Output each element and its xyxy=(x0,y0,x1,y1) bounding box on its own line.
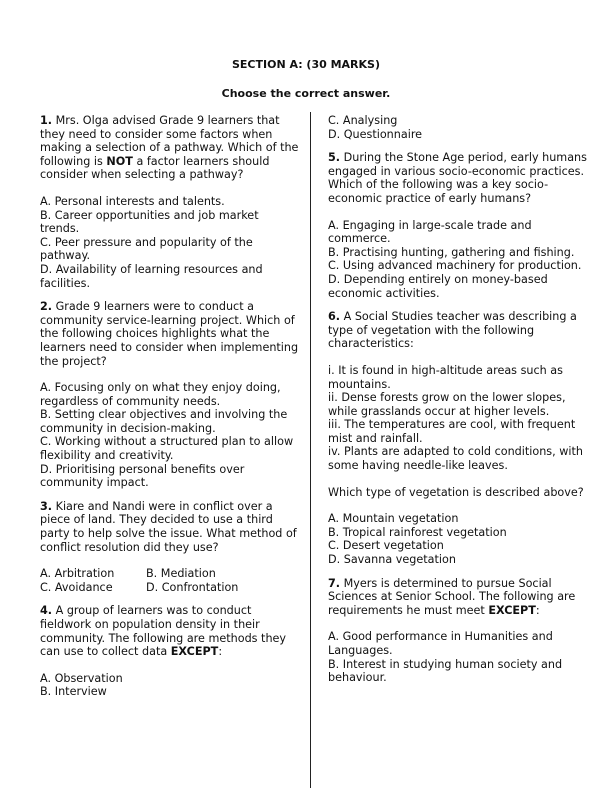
option-a: A. Observation xyxy=(40,671,123,685)
question-3 xyxy=(40,500,300,595)
option-b: B. Mediation xyxy=(146,567,216,581)
characteristic-i: i. It is found in high-altitude areas such as mountains. xyxy=(328,363,563,391)
question-5-stem xyxy=(328,151,590,205)
stem-text: During the Stone Age period, early humans engaged in various socio-economic practices. Which of the following was a key socio-economic practice of early humans? xyxy=(328,151,587,205)
option-b: B. Tropical rainforest vegetation xyxy=(328,525,507,539)
question-1 xyxy=(40,114,300,290)
option-c: C. Analysing xyxy=(328,114,398,127)
option-d: D. Availability of learning resources and facilities. xyxy=(40,262,263,290)
instruction-heading: Choose the correct answer. xyxy=(221,87,391,100)
characteristic-iii: iii. The temperatures are cool, with frequent mist and rainfall. xyxy=(328,418,576,445)
question-1-stem xyxy=(40,114,300,182)
option-a: A. Mountain vegetation xyxy=(328,512,459,526)
characteristic-iv: iv. Plants are adapted to cold conditions, with some having needle-like leaves. xyxy=(328,445,583,473)
option-b: B. Interview xyxy=(40,685,107,699)
option-a: A. Personal interests and talents. xyxy=(40,194,225,208)
question-7 xyxy=(328,577,590,685)
option-d: D. Depending entirely on money-based economic activities. xyxy=(328,272,548,300)
option-a: A. Engaging in large-scale trade and commerce. xyxy=(328,218,532,246)
stem-text: : xyxy=(218,645,223,659)
option-b: B. Setting clear objectives and involving the community in decision-making. xyxy=(40,408,288,435)
left-column xyxy=(40,114,300,709)
option-a: A. Good performance in Humanities and Languages. xyxy=(328,630,553,657)
question-number: 1. xyxy=(40,114,53,127)
stem-text: Kiare and Nandi were in conflict over a piece of land. They decided to use a third party to help solve the issue. What method of conflict resolution did they use? xyxy=(40,499,297,554)
question-6 xyxy=(328,310,590,567)
option-b: B. Career opportunities and job market trends. xyxy=(40,208,259,236)
question-number: 3. xyxy=(40,499,53,513)
question-2-stem xyxy=(40,300,300,368)
option-a: A. Arbitration xyxy=(40,567,115,581)
question-4-continued xyxy=(328,114,590,141)
option-d: D. Questionnaire xyxy=(328,127,423,141)
characteristic-ii: ii. Dense forests grow on the lower slopes, while grasslands occur at higher levels. xyxy=(328,391,566,418)
stem-text: A group of learners was to conduct fieldwork on population density in their community. The following are methods they can use to collect data xyxy=(40,604,287,659)
question-2 xyxy=(40,300,300,490)
stem-emphasis: EXCEPT xyxy=(488,603,536,617)
question-number: 6. xyxy=(328,310,341,324)
stem-text: A Social Studies teacher was describing a type of vegetation with the following characteristics: xyxy=(328,310,577,351)
stem-text: a factor learners should consider when selecting a pathway? xyxy=(40,154,270,182)
option-c: C. Working without a structured plan to allow flexibility and creativity. xyxy=(40,435,294,463)
question-7-stem xyxy=(328,577,590,618)
right-column xyxy=(328,114,590,695)
question-3-stem xyxy=(40,500,300,554)
question-number: 2. xyxy=(40,300,53,314)
question-6-prompt: Which type of vegetation is described above? xyxy=(328,485,584,499)
question-4-stem xyxy=(40,604,300,658)
stem-text: Mrs. Olga advised Grade 9 learners that they need to consider some factors when making a selection of a pathway. Which of the following is xyxy=(40,114,299,168)
question-number: 5. xyxy=(328,151,341,165)
option-d: D. Prioritising personal benefits over community impact. xyxy=(40,462,245,490)
question-4 xyxy=(40,604,300,699)
option-c: C. Avoidance xyxy=(40,580,113,594)
stem-emphasis: NOT xyxy=(106,154,133,168)
option-b: B. Practising hunting, gathering and fishing. xyxy=(328,245,575,259)
option-c: C. Using advanced machinery for production. xyxy=(328,259,582,273)
option-d: D. Confrontation xyxy=(146,580,239,594)
options-grid xyxy=(40,567,300,594)
option-b: B. Interest in studying human society and behaviour. xyxy=(328,657,563,685)
stem-text: Grade 9 learners were to conduct a community service-learning project. Which of the following choices highlights what the learners need to consider when implementing the project? xyxy=(40,300,299,368)
section-heading: SECTION A: (30 MARKS) xyxy=(231,58,380,71)
stem-text: : xyxy=(535,603,540,617)
question-number: 7. xyxy=(328,576,341,590)
column-divider xyxy=(310,112,311,788)
option-a: A. Focusing only on what they enjoy doing, regardless of community needs. xyxy=(40,381,281,408)
question-number: 4. xyxy=(40,604,53,618)
stem-emphasis: EXCEPT xyxy=(170,645,219,659)
stem-text: Myers is determined to pursue Social Sciences at Senior School. The following are requirements he must meet xyxy=(328,576,576,617)
option-c: C. Desert vegetation xyxy=(328,539,444,553)
question-6-stem xyxy=(328,310,590,351)
option-d: D. Savanna vegetation xyxy=(328,553,456,567)
question-5 xyxy=(328,151,590,300)
option-c: C. Peer pressure and popularity of the pathway. xyxy=(40,235,253,263)
